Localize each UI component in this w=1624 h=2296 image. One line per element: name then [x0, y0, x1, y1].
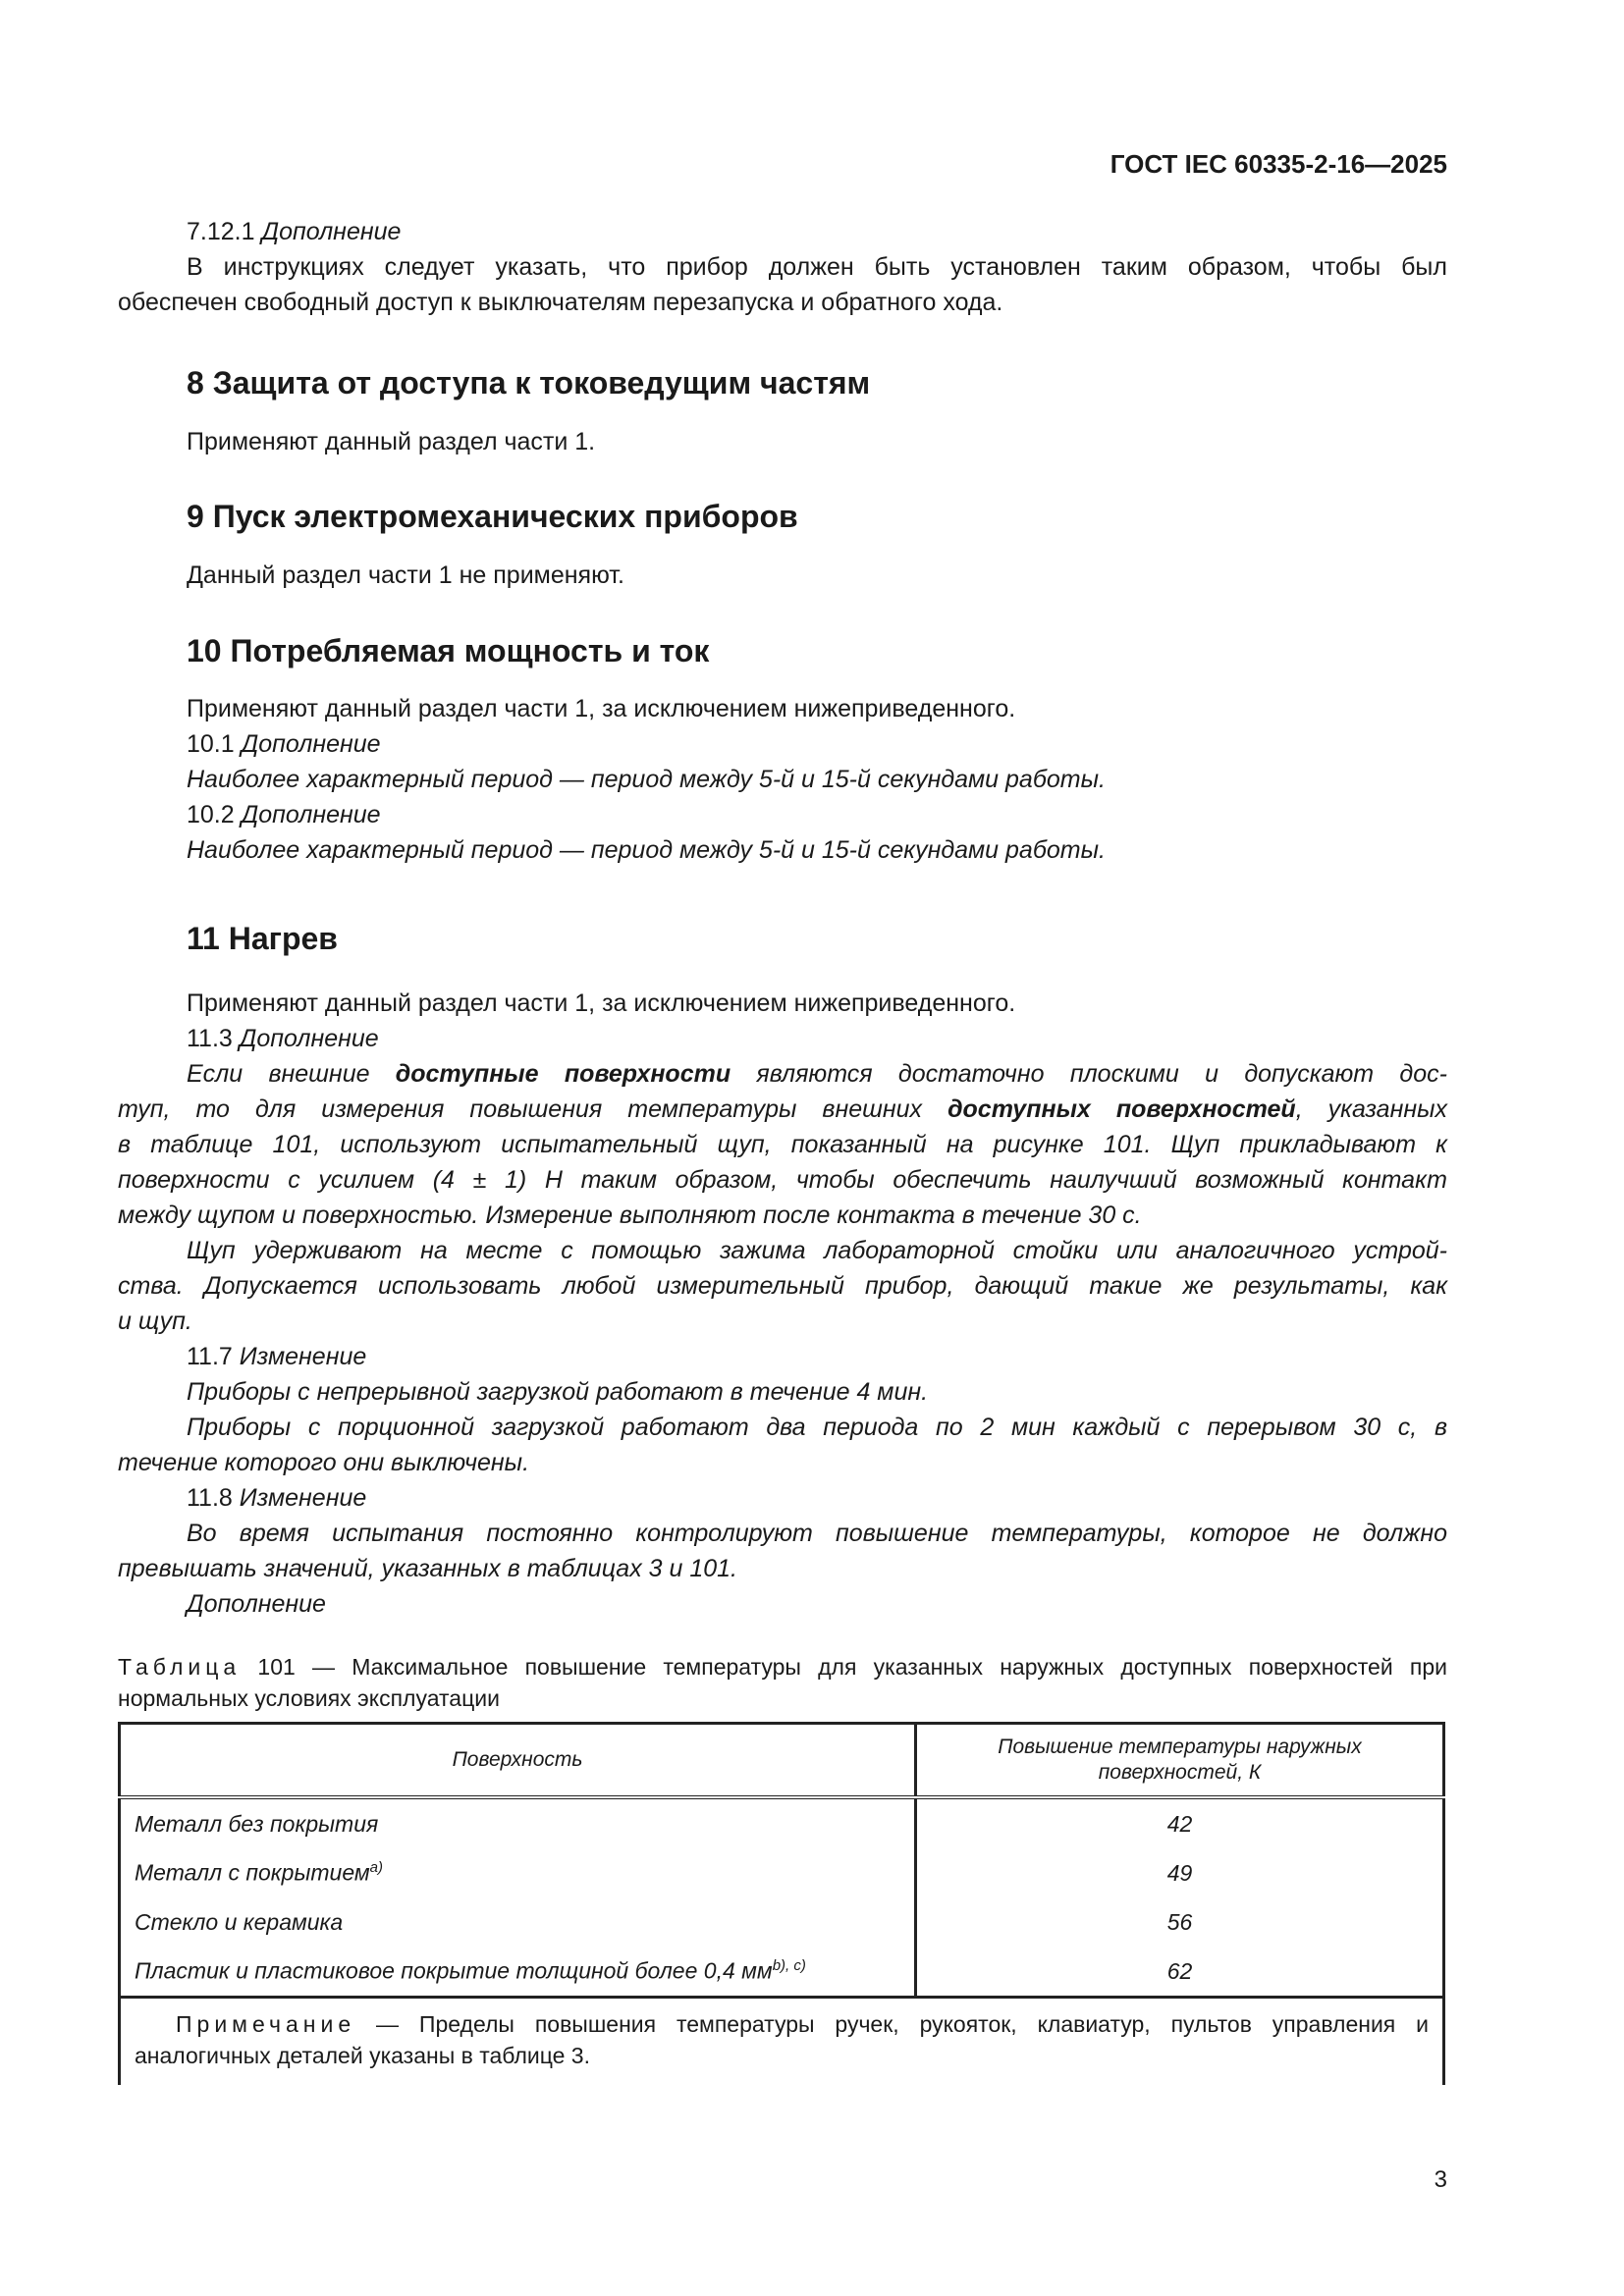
- surface-cell: [120, 1947, 916, 1998]
- paragraph-line: ства. Допускается использовать любой измерительный прибор, дающий такие же результаты, как: [118, 1272, 1447, 1300]
- section-11-text: Применяют данный раздел части 1, за исключением нижеприведенного.: [187, 989, 1016, 1017]
- clause-10-2-heading: [187, 797, 1516, 832]
- paragraph-line: В инструкциях следует указать, что прибор должен быть установлен таким образом, чтобы был: [187, 253, 1447, 281]
- surface-cell: Металл без покрытия: [120, 1797, 916, 1848]
- paragraph-line: Во время испытания постоянно контролируют повышение температуры, которое не должно: [187, 1520, 1447, 1547]
- column-header-temp-rise: [916, 1724, 1444, 1798]
- table-caption-label: Таблица: [118, 1654, 242, 1680]
- paragraph-line: течение которого они выключены.: [118, 1449, 530, 1476]
- clause-kind: Дополнение: [261, 218, 402, 245]
- page-number: 3: [1434, 2166, 1447, 2193]
- table-row: [120, 1848, 1444, 1897]
- table-note-row: [120, 1998, 1444, 2086]
- clause-number: 7.12.1: [187, 218, 255, 245]
- paragraph-line: Приборы с порционной загрузкой работают два периода по 2 мин каждый с перерывом 30 с, в: [187, 1414, 1447, 1441]
- paragraph-line: превышать значений, указанных в таблицах 3 и 101.: [118, 1555, 737, 1582]
- value-cell: 62: [916, 1947, 1444, 1998]
- section-10-title: 10 Потребляемая мощность и ток: [187, 633, 710, 668]
- defined-term: доступных поверхностей: [947, 1095, 1296, 1123]
- clause-7-12-1-heading: [187, 214, 1516, 249]
- defined-term: доступные поверхности: [395, 1060, 731, 1088]
- clause-number: 10.2: [187, 801, 235, 828]
- value-cell: 56: [916, 1897, 1444, 1947]
- text-run: являются достаточно плоскими и допускают дос-: [731, 1060, 1447, 1088]
- clause-kind: Дополнение: [241, 730, 381, 758]
- paragraph-line: [187, 1056, 1447, 1092]
- value-cell: 49: [916, 1848, 1444, 1897]
- temperature-rise-table: [118, 1722, 1445, 2085]
- paragraph-line: в таблице 101, используют испытательный щуп, показанный на рисунке 101. Щуп прикладывают к: [118, 1131, 1447, 1158]
- surface-text: Металл с покрытием: [135, 1859, 370, 1886]
- paragraph-line: обеспечен свободный доступ к выключателям перезапуска и обратного хода.: [118, 289, 1003, 316]
- paragraph-line: поверхности с усилием (4 ± 1) Н таким образом, чтобы обеспечить наилучший возможный контакт: [118, 1166, 1447, 1194]
- clause-10-2-text: Наиболее характерный период — период между 5-й и 15-й секундами работы.: [187, 836, 1106, 864]
- paragraph-line: и щуп.: [118, 1308, 192, 1335]
- table-row: [120, 1797, 1444, 1848]
- text-run: туп, то для измерения повышения температуры внешних: [118, 1095, 948, 1123]
- section-10-text: Применяют данный раздел части 1, за исключением нижеприведенного.: [187, 695, 1016, 722]
- section-11-title: 11 Нагрев: [187, 921, 338, 956]
- note-text: — Пределы повышения температуры ручек, рукояток, клавиатур, пультов управления и аналогичных деталей указаны в таблице 3.: [135, 2011, 1429, 2068]
- paragraph-line: [118, 1092, 1447, 1127]
- section-9-text: Данный раздел части 1 не применяют.: [187, 561, 624, 589]
- footnote-ref: а): [369, 1859, 383, 1877]
- clause-11-3-heading: [187, 1021, 1516, 1056]
- text-run: , указанных: [1295, 1095, 1447, 1123]
- clause-kind: Изменение: [239, 1484, 367, 1512]
- clause-number: 11.7: [187, 1343, 233, 1370]
- paragraph-line: Щуп удерживают на месте с помощью зажима лабораторной стойки или аналогичного устрой-: [187, 1237, 1447, 1264]
- table-row: [120, 1947, 1444, 1998]
- clause-11-7-heading: [187, 1339, 1516, 1374]
- header-line: поверхностей, К: [1098, 1761, 1262, 1784]
- paragraph-line: Приборы с непрерывной загрузкой работают в течение 4 мин.: [187, 1378, 929, 1406]
- paragraph-line: между щупом и поверхностью. Измерение выполняют после контакта в течение 30 с.: [118, 1201, 1142, 1229]
- column-header-surface: Поверхность: [120, 1724, 916, 1798]
- surface-cell: Стекло и керамика: [120, 1897, 916, 1947]
- footnote-ref: b), c): [772, 1957, 806, 1975]
- clause-number: 11.3: [187, 1025, 233, 1052]
- text-run: Если внешние: [187, 1060, 396, 1088]
- table-caption-text: 101 — Максимальное повышение температуры для указанных наружных доступных поверхностей при: [241, 1654, 1447, 1680]
- value-cell: 42: [916, 1797, 1444, 1848]
- surface-text: Пластик и пластиковое покрытие толщиной более 0,4 мм: [135, 1957, 773, 1984]
- clause-kind: Дополнение: [241, 801, 381, 828]
- table-caption: [118, 1651, 1447, 1682]
- clause-kind: Дополнение: [239, 1025, 379, 1052]
- clause-number: 11.8: [187, 1484, 233, 1512]
- clause-10-1-heading: [187, 726, 1516, 762]
- table-note: [120, 1998, 1444, 2086]
- surface-cell: [120, 1848, 916, 1897]
- clause-number: 10.1: [187, 730, 235, 758]
- table-row: [120, 1897, 1444, 1947]
- section-8-title: 8 Защита от доступа к токоведущим частям: [187, 365, 871, 400]
- clause-addition-label: Дополнение: [187, 1590, 326, 1618]
- document-header: ГОСТ IEC 60335-2-16—2025: [1110, 149, 1447, 179]
- clause-11-8-heading: [187, 1480, 1516, 1516]
- header-line: Повышение температуры наружных: [998, 1735, 1362, 1758]
- table-header-row: [120, 1724, 1444, 1798]
- table-caption-cont: нормальных условиях эксплуатации: [118, 1685, 500, 1711]
- section-9-title: 9 Пуск электромеханических приборов: [187, 499, 798, 534]
- note-label: Примечание: [176, 2011, 356, 2037]
- clause-10-1-text: Наиболее характерный период — период между 5-й и 15-й секундами работы.: [187, 766, 1106, 793]
- section-8-text: Применяют данный раздел части 1.: [187, 428, 596, 455]
- clause-kind: Изменение: [239, 1343, 367, 1370]
